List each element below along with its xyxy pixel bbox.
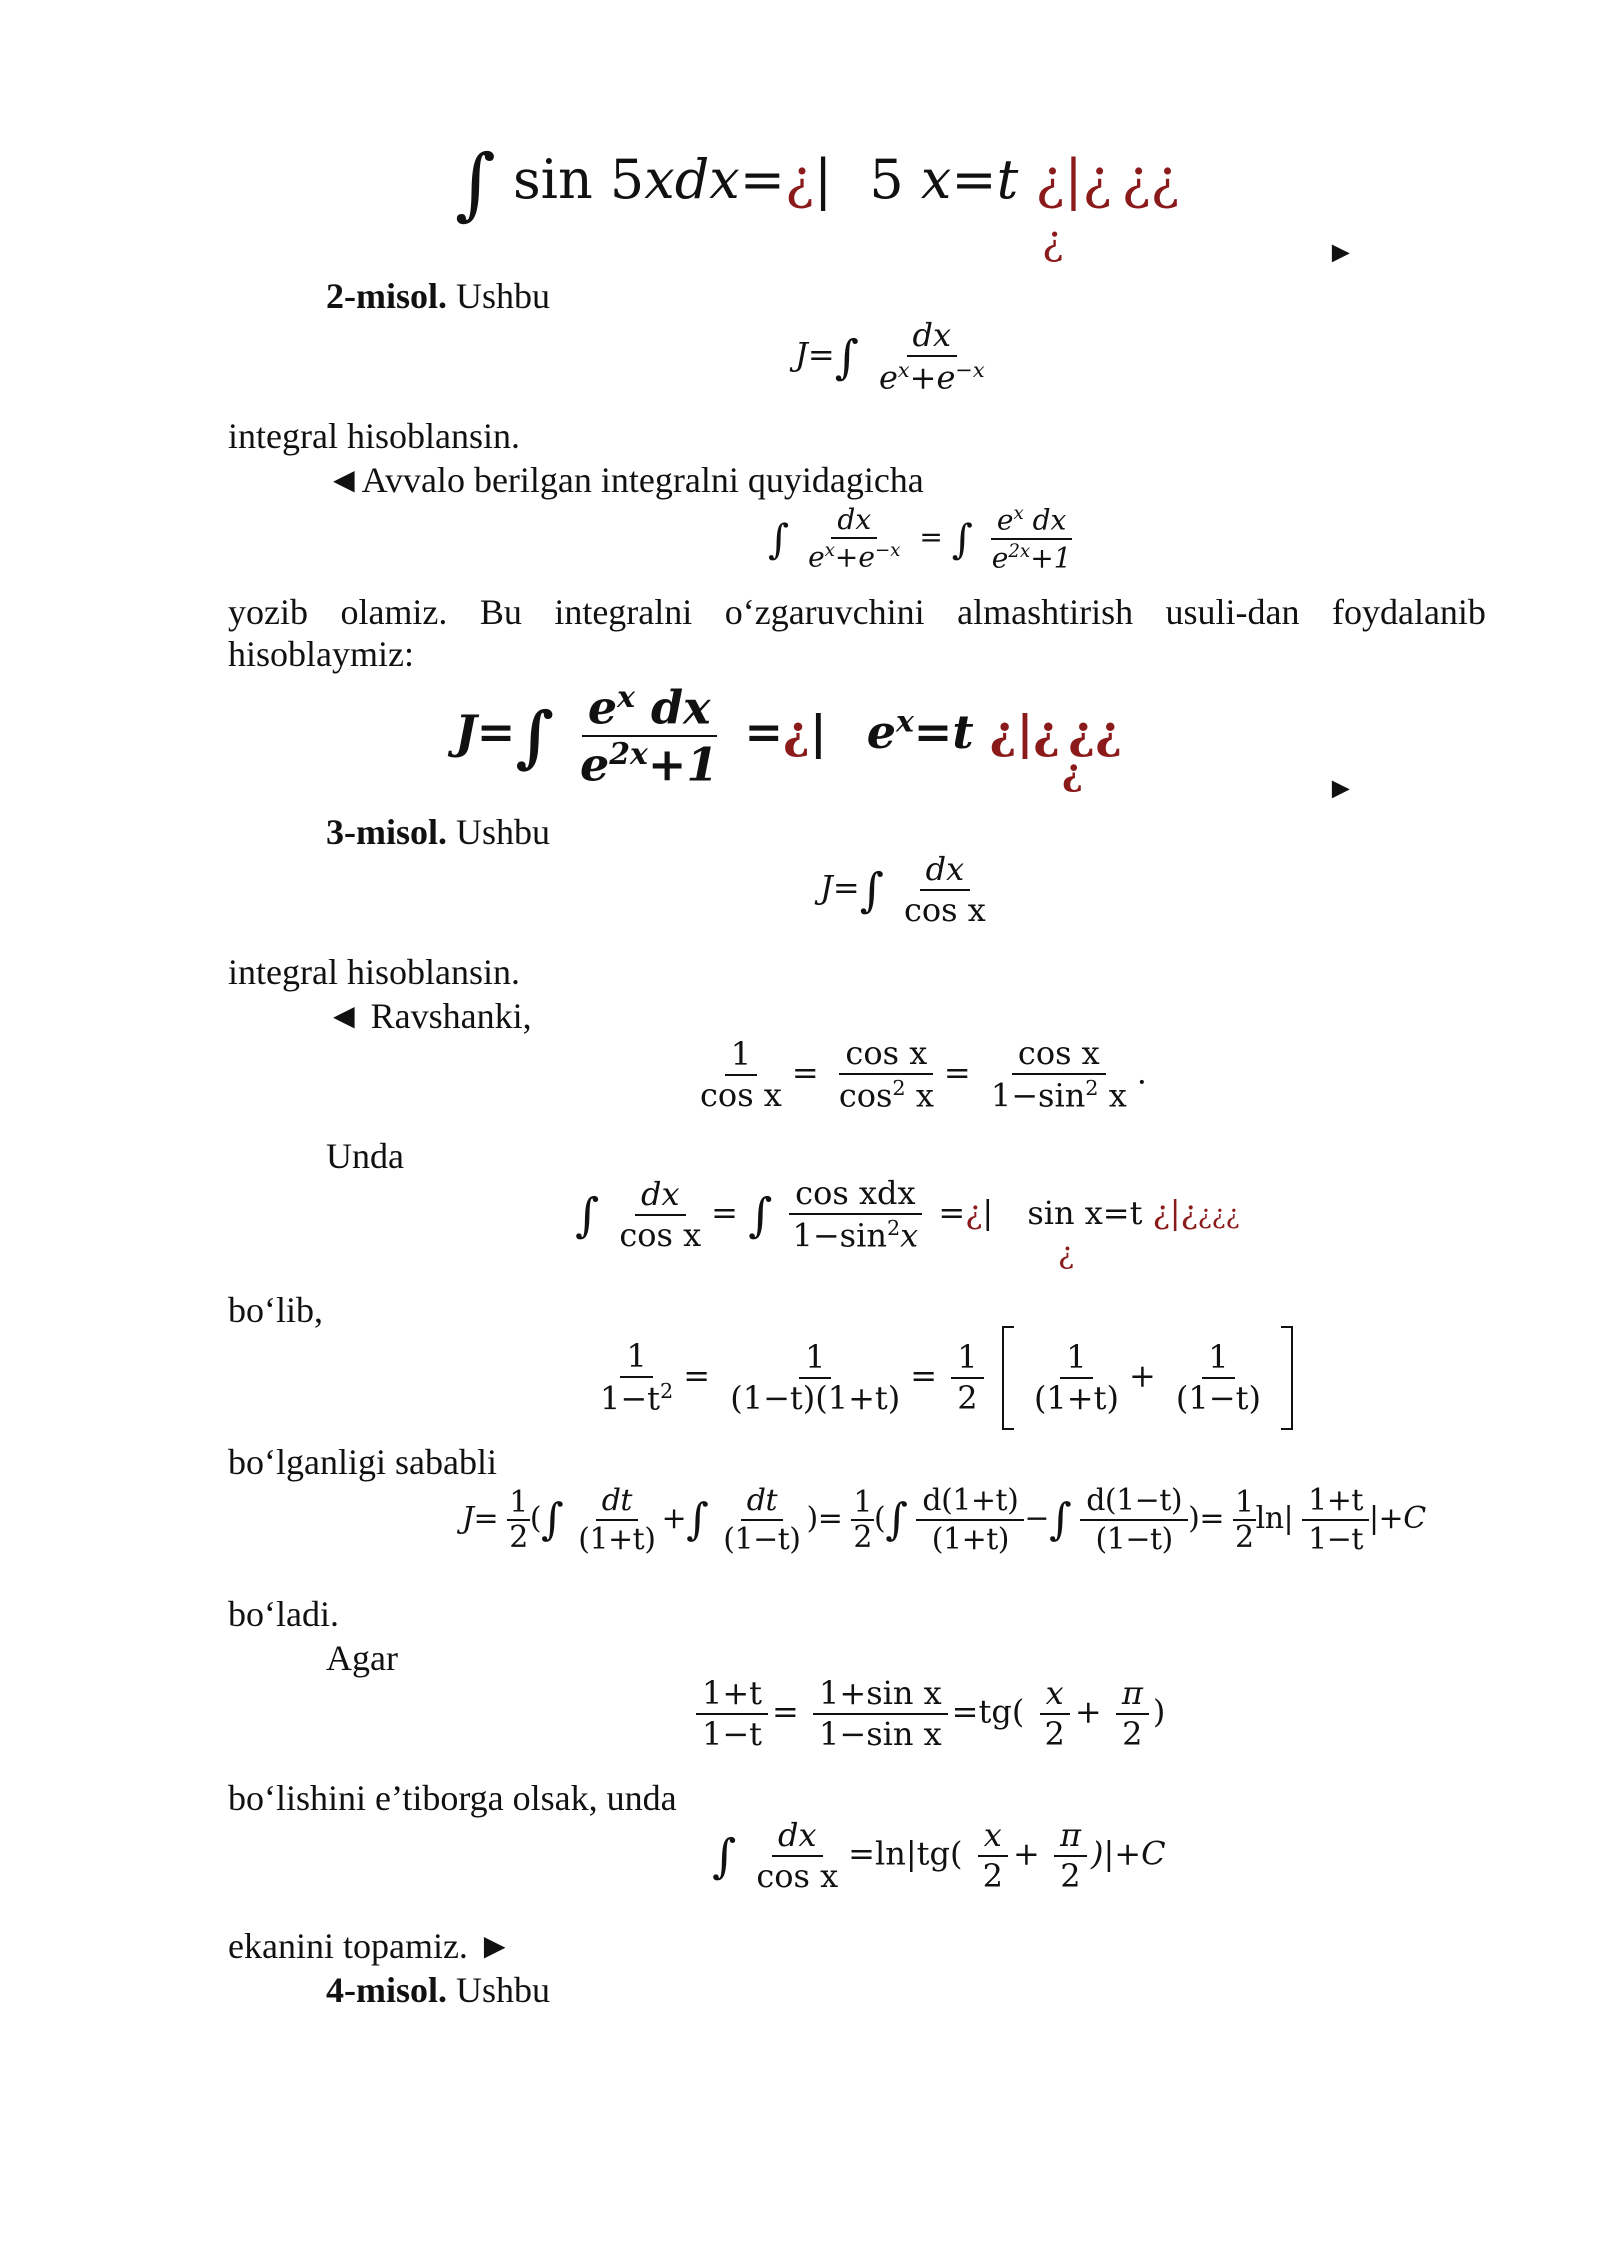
numerator: cos x	[1012, 1036, 1106, 1075]
math-text: 1−t	[600, 1379, 661, 1418]
math-text: x	[920, 148, 952, 211]
math-text: ¿	[782, 704, 810, 759]
fraction	[750, 1818, 844, 1894]
math-text: 2	[660, 1379, 674, 1404]
numerator: dx	[772, 1818, 823, 1857]
denominator	[873, 357, 991, 396]
example-label: 3-misol.	[326, 812, 447, 852]
integral-sign: ∫	[575, 1188, 600, 1243]
math-text: |+C	[1368, 1501, 1426, 1536]
denominator: 2	[1122, 1715, 1143, 1754]
math-text: x	[895, 704, 914, 740]
math-text: =	[951, 148, 997, 211]
denominator: cos x	[700, 1076, 782, 1115]
math-text: x	[1098, 1076, 1127, 1115]
example-2-heading	[326, 276, 550, 316]
paragraph-text: bo‘ladi.	[228, 1594, 339, 1634]
math-text: =	[772, 1692, 799, 1731]
math-text: ln|	[1255, 1501, 1294, 1536]
math-text: ¿	[1058, 1236, 1075, 1271]
math-text: =	[683, 1356, 711, 1395]
paragraph-text: hisoblaymiz:	[228, 634, 414, 674]
left-bracket	[1002, 1326, 1014, 1430]
fraction	[574, 682, 724, 790]
math-text: x	[1013, 503, 1024, 524]
math-text: x	[905, 1076, 934, 1115]
integral-sign: ∫	[859, 863, 884, 918]
fraction	[1170, 1337, 1267, 1417]
math-text: e	[866, 704, 896, 759]
integral-sign: ∫	[748, 1188, 773, 1243]
numerator: 1	[1202, 1340, 1234, 1379]
math-text: )	[1188, 1501, 1200, 1536]
denominator	[787, 1215, 925, 1254]
math-text: t	[996, 148, 1019, 211]
math-text: =ln|tg(	[848, 1834, 963, 1873]
example-word: Ushbu	[456, 812, 551, 852]
math-text: |	[982, 1193, 994, 1232]
math-text: x	[897, 358, 910, 383]
math-text: =	[938, 1193, 966, 1232]
math-text: 2	[886, 1216, 901, 1241]
example-word: Ushbu	[456, 276, 551, 316]
numerator: x	[978, 1818, 1008, 1857]
math-text: sin x=t	[1027, 1193, 1143, 1232]
fraction	[507, 1486, 530, 1554]
numerator: 1	[620, 1339, 652, 1378]
math-text: =	[1199, 1501, 1224, 1536]
numerator: 1	[1235, 1485, 1254, 1520]
fraction	[1233, 1486, 1256, 1554]
math-text: J	[795, 335, 808, 374]
math-text: ¿¿	[1121, 148, 1180, 211]
word: almashtirish	[957, 592, 1134, 632]
example-4-heading	[326, 1970, 550, 2010]
word: olamiz.	[340, 592, 448, 632]
math-text: +	[1074, 1692, 1102, 1731]
fraction	[851, 1486, 874, 1554]
word: Bu	[479, 592, 522, 632]
paragraph-text: bo‘lishini e’tiborga olsak, unda	[228, 1778, 677, 1818]
fraction	[594, 1336, 679, 1418]
fraction	[717, 1484, 806, 1556]
numerator: 1	[509, 1485, 528, 1520]
math-text: =	[817, 1501, 843, 1536]
denominator: 2	[1235, 1520, 1254, 1555]
fraction	[1038, 1676, 1070, 1752]
denominator	[594, 1378, 679, 1417]
formula-substitution-1	[455, 138, 1180, 229]
math-text: +	[1012, 1834, 1040, 1873]
denominator: cos x	[756, 1857, 839, 1896]
math-text: ¿|¿	[1035, 148, 1112, 211]
word: o‘zgaruvchini	[724, 592, 925, 632]
fraction	[724, 1337, 906, 1417]
math-text: 5	[869, 148, 904, 211]
denominator: 2	[1044, 1715, 1065, 1754]
fraction	[694, 1034, 788, 1115]
math-text: J	[455, 704, 477, 759]
math-text: 2x	[609, 736, 648, 772]
paragraph-justified	[228, 592, 1486, 632]
numerator: cos xdx	[789, 1176, 921, 1215]
integral-sign: ∫	[712, 1829, 737, 1884]
formula-j2	[795, 318, 995, 396]
denominator: (1−t)(1+t)	[730, 1379, 901, 1417]
formula-substitution-3	[575, 1176, 1240, 1254]
math-text: ¿¿	[1068, 704, 1123, 759]
fraction	[985, 1036, 1133, 1114]
integral-sign: ∫	[515, 696, 554, 776]
math-text: e	[587, 680, 618, 735]
math-text: cos	[838, 1076, 893, 1115]
math-text: x	[900, 1216, 919, 1255]
numerator: 1	[799, 1340, 831, 1379]
numerator	[582, 682, 717, 737]
paragraph-text: integral hisoblansin.	[228, 416, 520, 456]
math-text: e	[579, 737, 610, 792]
formula-final	[712, 1818, 1166, 1894]
numerator: π	[1116, 1676, 1149, 1715]
word: yozib	[228, 592, 308, 632]
fraction	[986, 504, 1078, 574]
math-text: J	[462, 1501, 474, 1536]
example-label: 2-misol.	[326, 276, 447, 316]
fraction	[813, 1676, 948, 1752]
integral-sign: ∫	[885, 1495, 908, 1545]
example-word: Ushbu	[456, 1970, 551, 2010]
denominator	[574, 737, 724, 790]
end-marker: ►	[1326, 236, 1356, 269]
math-text: e	[991, 541, 1009, 575]
formula-partial-fractions	[590, 1326, 1297, 1430]
math-text: =	[919, 520, 943, 554]
example-3-heading	[326, 812, 550, 852]
math-text: x	[617, 680, 635, 715]
math-text: e	[808, 540, 825, 574]
denominator: (1−t)	[1175, 1379, 1261, 1417]
numerator: dx	[831, 505, 877, 540]
math-text: )|+C	[1090, 1834, 1166, 1873]
math-text: (	[873, 1501, 886, 1536]
math-text: e	[996, 503, 1014, 537]
math-text: −x	[955, 358, 985, 383]
numerator	[991, 504, 1072, 540]
numerator: 1+t	[1302, 1484, 1369, 1521]
math-text: sin 5	[512, 148, 645, 211]
math-text: x	[824, 540, 835, 562]
fraction	[1302, 1484, 1369, 1556]
denominator: 1−sin x	[819, 1715, 942, 1754]
formula-j3	[820, 852, 996, 928]
fraction	[977, 1818, 1009, 1894]
numerator: dt	[741, 1484, 783, 1521]
math-text: +1	[647, 737, 719, 792]
fraction	[916, 1484, 1024, 1556]
numerator: dx	[907, 318, 958, 357]
integral-sign: ∫	[768, 515, 790, 564]
math-text: =	[832, 868, 860, 907]
math-text: ¿|¿	[1152, 1193, 1198, 1232]
formula-identity	[690, 1036, 1147, 1114]
math-text: xdx	[644, 148, 740, 211]
denominator: (1−t)	[1095, 1522, 1173, 1557]
math-text: J	[820, 868, 833, 907]
integral-sign: ∫	[834, 330, 859, 385]
fraction	[1116, 1676, 1149, 1752]
math-text: dx	[634, 680, 711, 735]
numerator: cos x	[839, 1036, 933, 1075]
math-text: dx	[1023, 503, 1067, 537]
denominator: (1+t)	[931, 1522, 1009, 1557]
numerator: 1+sin x	[813, 1676, 948, 1715]
math-text: =	[807, 335, 835, 374]
math-text: ¿	[785, 148, 814, 211]
math-text: (	[529, 1501, 542, 1536]
integral-sign: ∫	[541, 1495, 564, 1545]
integral-sign: ∫	[1048, 1495, 1072, 1545]
paragraph-text: Unda	[326, 1136, 404, 1176]
fraction	[898, 852, 992, 928]
math-text: =	[943, 1053, 971, 1092]
denominator	[986, 540, 1078, 574]
math-text: 1−sin	[792, 1216, 887, 1255]
formula-substitution-2	[455, 682, 1122, 790]
paragraph-text: bo‘lganligi sababli	[228, 1442, 497, 1482]
math-text: +1	[1030, 541, 1072, 575]
math-text: =	[739, 148, 785, 211]
integral-sign: ∫	[686, 1495, 709, 1545]
fraction	[696, 1676, 768, 1752]
denominator: 2	[509, 1520, 528, 1555]
denominator: (1−t)	[723, 1522, 801, 1557]
math-text: 2	[1085, 1076, 1099, 1101]
math-text: −x	[874, 540, 901, 562]
math-text: |	[813, 148, 833, 211]
numerator: 1	[725, 1037, 757, 1076]
denominator: 2	[957, 1379, 978, 1417]
fraction	[572, 1484, 661, 1556]
numerator: d(1+t)	[916, 1484, 1024, 1521]
math-text: =	[473, 1501, 499, 1536]
integral-sign: ∫	[455, 138, 496, 229]
fraction	[802, 502, 906, 574]
integral-sign: ∫	[951, 515, 973, 564]
numerator: 1	[853, 1485, 872, 1520]
math-text: ¿	[965, 1193, 983, 1232]
math-text: =	[791, 1053, 819, 1092]
math-text: 2x	[1008, 541, 1031, 563]
right-bracket	[1281, 1326, 1293, 1430]
denominator: 2	[1060, 1857, 1081, 1896]
numerator: d(1−t)	[1080, 1484, 1188, 1521]
denominator: cos x	[619, 1216, 702, 1255]
fraction	[1054, 1818, 1087, 1894]
numerator: 1	[951, 1340, 983, 1379]
paragraph-text: ◄ Ravshanki,	[326, 996, 532, 1036]
math-text: )	[806, 1501, 818, 1536]
math-text: +	[1128, 1356, 1156, 1395]
fraction	[787, 1176, 925, 1254]
math-text: =	[913, 704, 953, 759]
word: usuli-dan	[1165, 592, 1300, 632]
formula-result-j	[462, 1484, 1426, 1556]
math-text: e	[878, 358, 898, 397]
math-text: =	[910, 1356, 938, 1395]
math-text: 1−sin	[990, 1076, 1086, 1115]
denominator: (1+t)	[1033, 1379, 1119, 1417]
numerator: dt	[596, 1484, 638, 1521]
example-label: 4-misol.	[326, 1970, 447, 2010]
denominator	[985, 1075, 1133, 1114]
end-marker: ►	[1326, 772, 1356, 805]
denominator	[833, 1075, 940, 1114]
math-text: ¿	[1062, 752, 1084, 794]
paragraph-text: bo‘lib,	[228, 1290, 323, 1330]
denominator: 2	[853, 1520, 872, 1555]
math-text: |	[809, 704, 827, 759]
math-text: +	[661, 1501, 687, 1536]
denominator: cos x	[903, 891, 986, 930]
math-text: =	[476, 704, 516, 759]
paragraph-text: Agar	[326, 1638, 398, 1678]
fraction	[1080, 1484, 1188, 1556]
math-text: −	[1024, 1501, 1049, 1536]
math-text: .	[1136, 1053, 1147, 1092]
numerator: dx	[635, 1177, 686, 1216]
math-text: +e	[834, 540, 875, 574]
denominator: 2	[982, 1857, 1003, 1896]
numerator: x	[1040, 1676, 1070, 1715]
fraction	[833, 1036, 940, 1114]
math-text: ¿	[1042, 218, 1064, 264]
word: foydalanib	[1331, 592, 1486, 632]
numerator: 1	[1060, 1340, 1092, 1379]
paragraph-text: integral hisoblansin.	[228, 952, 520, 992]
fraction	[1028, 1337, 1125, 1417]
numerator: π	[1054, 1818, 1087, 1857]
math-text: 2	[892, 1076, 906, 1101]
denominator: 1−t	[1308, 1522, 1363, 1557]
fraction	[613, 1174, 707, 1255]
math-text: =	[711, 1193, 738, 1232]
fraction	[951, 1337, 983, 1417]
math-text: )	[1152, 1692, 1166, 1731]
denominator	[802, 539, 906, 573]
denominator: 1−t	[702, 1715, 763, 1754]
math-text: =tg(	[951, 1692, 1025, 1731]
math-text: +e	[909, 358, 956, 397]
numerator: 1+t	[696, 1676, 768, 1715]
paragraph-text: ◄Avvalo berilgan integralni quyidagicha	[326, 460, 924, 500]
math-text: ¿|¿	[989, 704, 1061, 759]
math-text: ¿¿¿	[1197, 1200, 1240, 1231]
math-text: t	[952, 704, 974, 759]
formula-tangent	[692, 1676, 1165, 1752]
formula-rewrite	[768, 504, 1081, 574]
numerator: dx	[920, 852, 971, 891]
denominator: (1+t)	[578, 1522, 656, 1557]
math-text: =	[744, 704, 783, 759]
paragraph-text: ekanini topamiz. ►	[228, 1926, 513, 1966]
word: integralni	[554, 592, 693, 632]
fraction	[873, 318, 991, 396]
